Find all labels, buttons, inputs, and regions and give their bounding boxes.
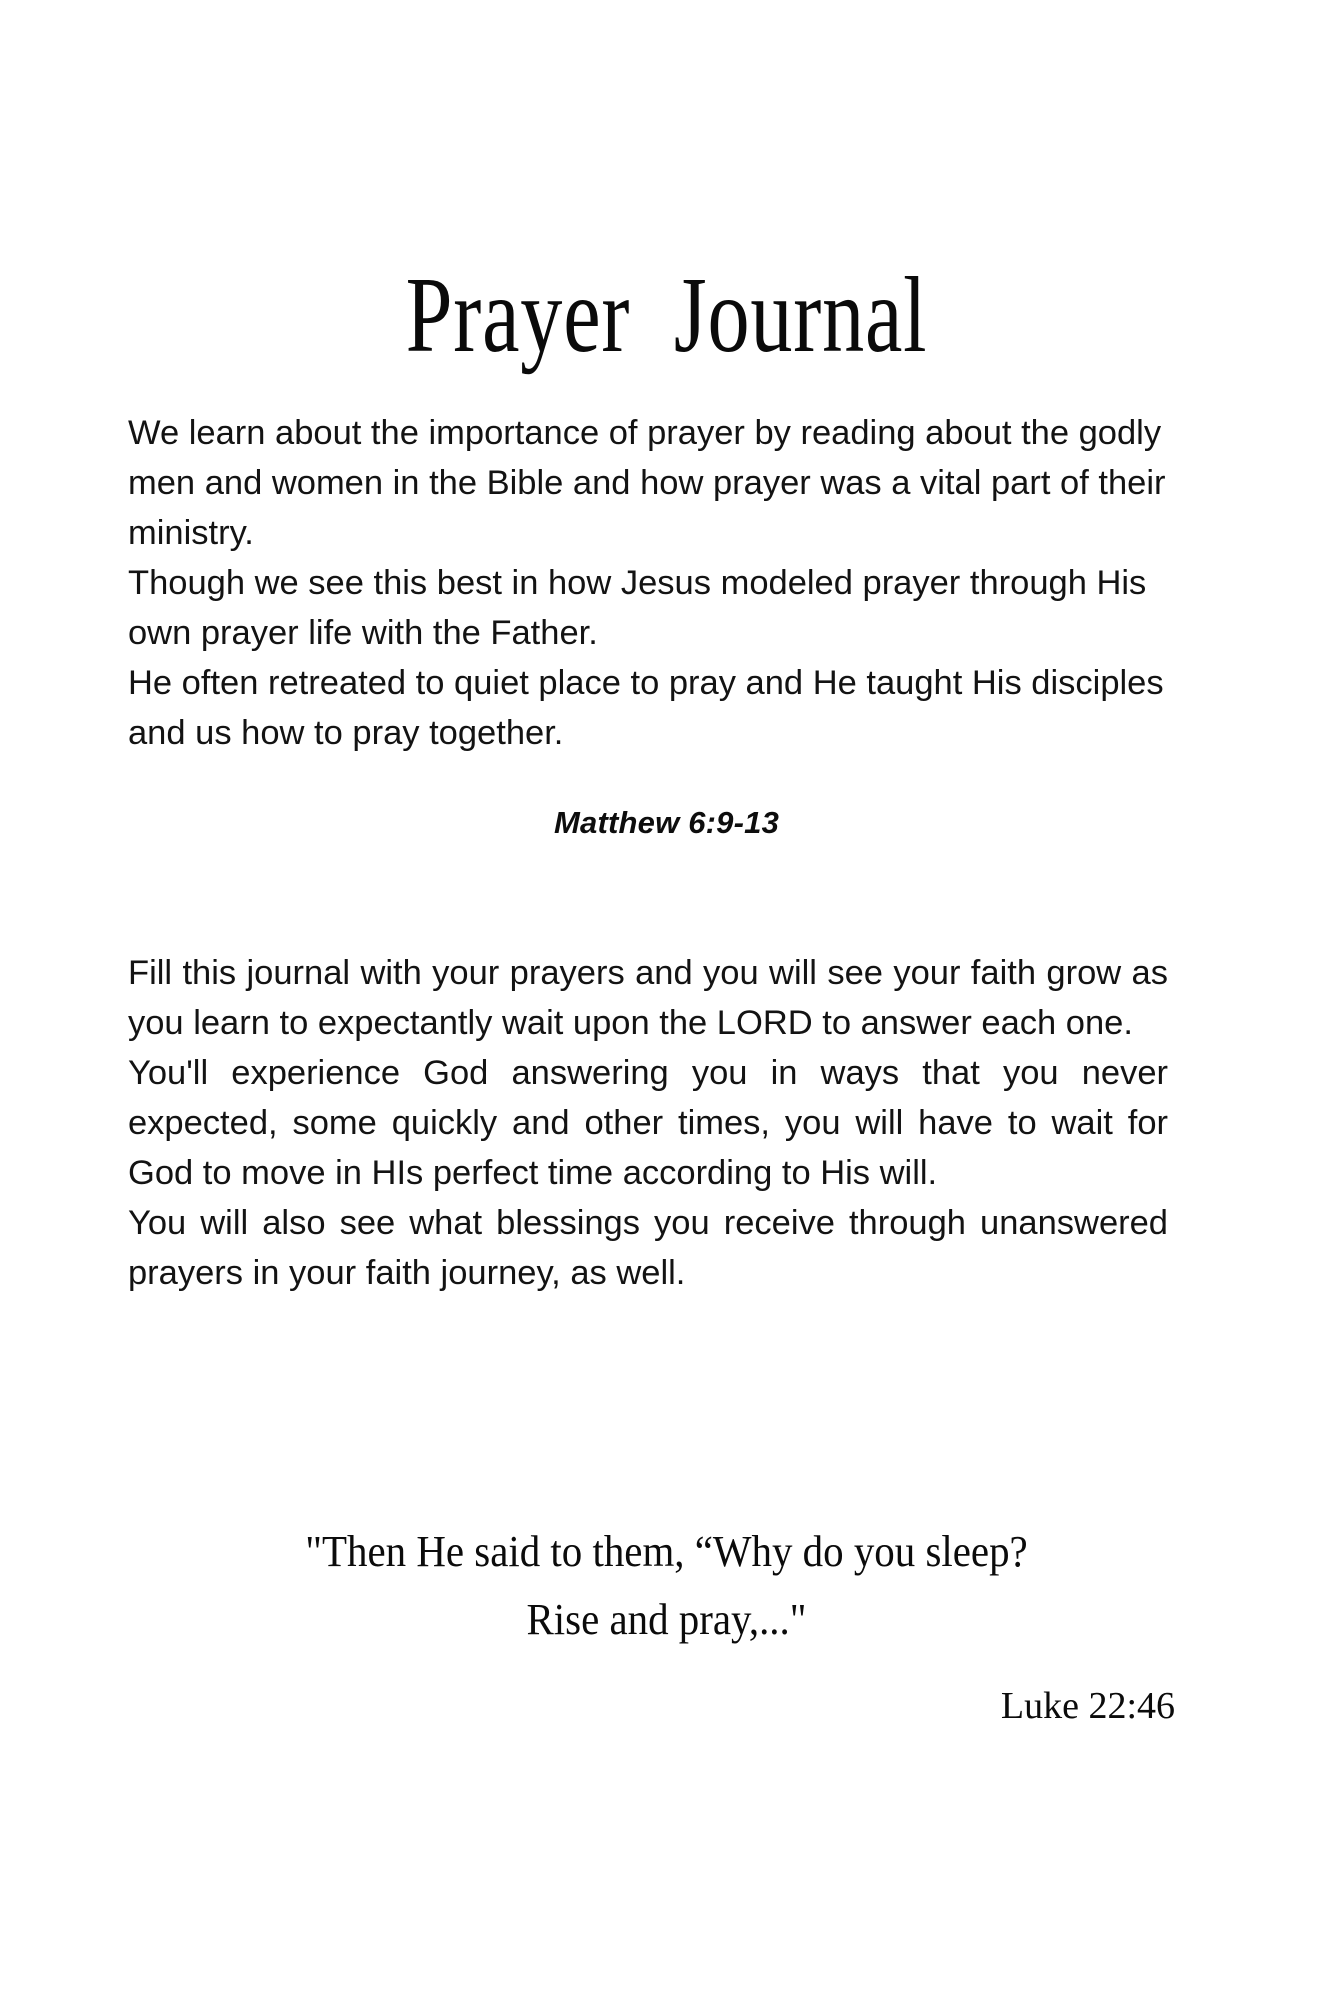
closing-quote-line-2: Rise and pray,..." xyxy=(526,1595,807,1644)
journal-instructions-block xyxy=(128,948,1168,1298)
closing-quote-citation: Luke 22:46 xyxy=(1000,1685,1175,1727)
journal-paragraph-3: You will also see what blessings you receive through unanswered prayers in your faith journey, as well. xyxy=(128,1204,1168,1292)
journal-paragraph-2: You'll experience God answering you in ways that you never expected, some quickly and other times, you will have to wait for God to move in HIs perfect time according to His will. xyxy=(128,1054,1168,1192)
journal-paragraph-1: Fill this journal with your prayers and you will see your faith grow as you learn to expectantly wait upon the LORD to answer each one. xyxy=(128,954,1168,1042)
closing-quote xyxy=(47,1518,1287,1654)
intro-paragraph-3: He often retreated to quiet place to pray and He taught His disciples and us how to pray together. xyxy=(128,664,1164,752)
intro-text-block xyxy=(128,408,1168,758)
intro-paragraph-2: Though we see this best in how Jesus modeled prayer through His own prayer life with the Father. xyxy=(128,564,1147,652)
closing-quote-line-1: "Then He said to them, “Why do you sleep? xyxy=(305,1527,1028,1576)
page-title: Prayer Journal xyxy=(405,256,928,376)
intro-paragraph-1: We learn about the importance of prayer by reading about the godly men and women in the Bible and how prayer was a vital part of their ministry. xyxy=(128,414,1166,552)
scripture-reference: Matthew 6:9-13 xyxy=(553,805,780,840)
